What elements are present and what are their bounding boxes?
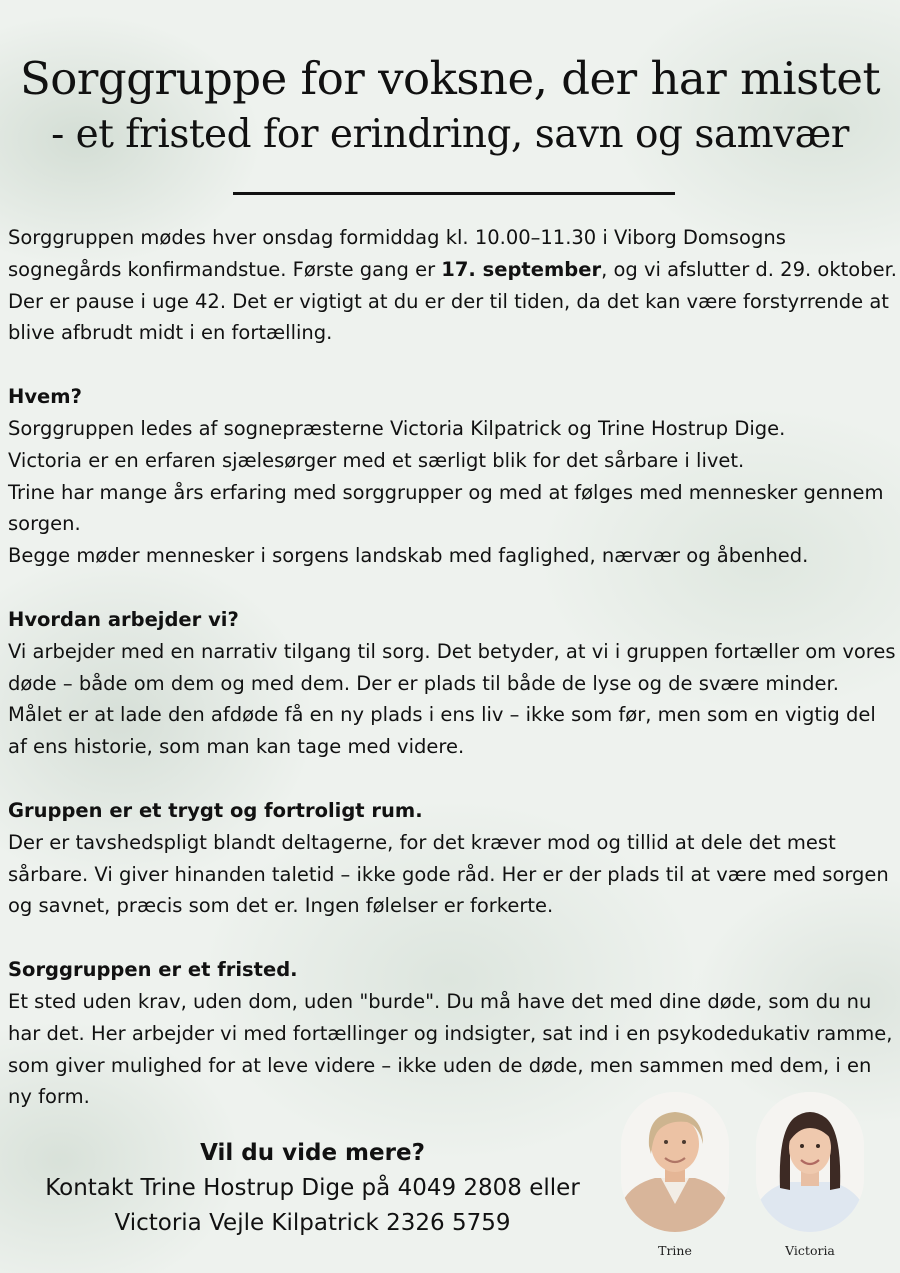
- trine-caption: Trine: [658, 1243, 692, 1258]
- contact-heading: Vil du vide mere?: [200, 1140, 425, 1166]
- victoria-caption: Victoria: [785, 1243, 835, 1258]
- section-who-line: Begge møder mennesker i sorgens landskab med faglighed, nærvær og åbenhed.: [8, 544, 809, 568]
- section-heading-refuge: Sorggruppen er et fristed.: [8, 958, 298, 982]
- spacer: [8, 763, 898, 795]
- contact-line-trine: Kontakt Trine Hostrup Dige på 4049 2808 eller: [45, 1175, 580, 1201]
- page-subtitle: - et fristed for erindring, savn og samvær: [51, 112, 849, 157]
- title-divider: [233, 192, 675, 195]
- section-heading-who: Hvem?: [8, 385, 82, 409]
- intro-text-start: Sorggruppen mødes hver onsdag formiddag kl. 10.00–11.30 i Viborg Domsogns sognegårds konfirmandstue. Første gang er: [8, 226, 786, 281]
- title-block: [0, 50, 900, 162]
- page-title: Sorggruppe for voksne, der har mistet: [19, 52, 881, 105]
- spacer: [8, 572, 898, 604]
- section-heading-how: Hvordan arbejder vi?: [8, 607, 239, 631]
- spacer: [8, 922, 898, 954]
- section-who-line: Victoria er en erfaren sjælesørger med et særligt blik for det sårbare i livet.: [8, 448, 745, 472]
- section-who-line: Sorggruppen ledes af sognepræsterne Victoria Kilpatrick og Trine Hostrup Dige.: [8, 416, 786, 440]
- trine-portrait: [621, 1092, 729, 1232]
- contact-block: [0, 1136, 625, 1241]
- section-heading-safe-space: Gruppen er et trygt og fortroligt rum.: [8, 798, 423, 822]
- spacer: [8, 349, 898, 381]
- body-text: [8, 222, 898, 1113]
- section-refuge-text: Et sted uden krav, uden dom, uden "burde". Du må have det med dine døde, som du nu har det. Her arbejder vi med fortællinger og indsigter, sat ind i en psykodedukativ ramme, som giver mulighed for at leve videre – ikke uden de døde, men sammen med dem, i en ny form.: [8, 989, 893, 1109]
- intro-paragraph: [8, 222, 898, 349]
- victoria-portrait: [756, 1092, 864, 1232]
- section-how-text: Vi arbejder med en narrativ tilgang til sorg. Det betyder, at vi i gruppen fortæller om vores døde – både om dem og med dem. Der er plads til både de lyse og de svære minder. Målet er at lade den afdøde få en ny plads i ens liv – ikke som før, men som en vigtig del af ens historie, som man kan tage med videre.: [8, 639, 896, 759]
- intro-text-end: , og vi afslutter d. 29. oktober. Der er pause i uge 42. Det er vigtigt at du er der til tiden, da det kan være forstyrrende at blive afbrudt midt i en fortælling.: [8, 257, 897, 345]
- start-date: 17. september: [441, 257, 602, 281]
- section-safe-space-text: Der er tavshedspligt blandt deltagerne, for det kræver mod og tillid at dele det mest sårbare. Vi giver hinanden taletid – ikke gode råd. Her er der plads til at være med sorgen og savnet, præcis som det er. Ingen følelser er forkerte.: [8, 830, 889, 918]
- section-who-line: Trine har mange års erfaring med sorggrupper og med at følges med mennesker gennem sorgen.: [8, 480, 884, 536]
- contact-line-victoria: Victoria Vejle Kilpatrick 2326 5759: [114, 1210, 511, 1236]
